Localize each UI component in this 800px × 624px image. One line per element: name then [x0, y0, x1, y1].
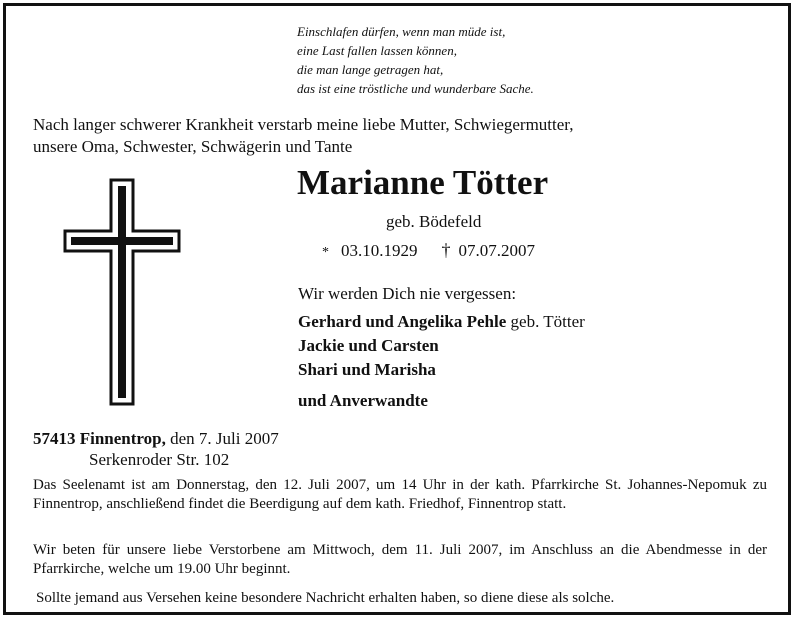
born-symbol: *: [322, 245, 329, 260]
intro-line: Nach langer schwerer Krankheit verstarb meine liebe Mutter, Schwiegermutter,: [33, 115, 574, 134]
family-name-bold: Shari und Marisha: [298, 360, 436, 379]
date: den 7. Juli 2007: [165, 429, 279, 448]
family-name-rest: geb. Tötter: [506, 312, 585, 331]
place-date-line: [33, 428, 279, 449]
intro-line: unsere Oma, Schwester, Schwägerin und Tante: [33, 137, 353, 156]
family-name-bold: und Anverwandte: [298, 391, 428, 410]
family-line: [298, 358, 585, 382]
life-dates: [322, 240, 535, 261]
prayer-paragraph: Wir beten für unsere liebe Verstorbene am Mittwoch, dem 11. Juli 2007, im Anschluss an die Abendmesse in der Pfarrkirche, welche um 19.00 Uhr beginnt.: [33, 542, 767, 577]
funeral-paragraph: Das Seelenamt ist am Donnerstag, den 12. Juli 2007, um 14 Uhr in der kath. Pfarrkirche St. Johannes-Nepomuk zu Finnentrop, anschließend findet die Beerdigung auf dem kath. Friedhof, Finnentrop statt.: [33, 477, 767, 512]
death-date: 07.07.2007: [458, 241, 535, 260]
poem: [297, 22, 534, 98]
poem-line: eine Last fallen lassen können,: [297, 43, 457, 58]
poem-line: das ist eine tröstliche und wunderbare Sache.: [297, 81, 534, 96]
family-list: [298, 310, 585, 413]
poem-line: die man lange getragen hat,: [297, 62, 444, 77]
intro-text: [33, 114, 574, 158]
poem-line: Einschlafen dürfen, wenn man müde ist,: [297, 24, 506, 39]
family-line: [298, 389, 585, 413]
birth-date: 03.10.1929: [341, 241, 418, 260]
family-line: [298, 334, 585, 358]
family-name-bold: Gerhard und Angelika Pehle: [298, 312, 507, 331]
deceased-name: Marianne Tötter: [297, 163, 549, 202]
family-line: [298, 310, 585, 334]
street: Serkenroder Str. 102: [89, 450, 230, 469]
address-block: [33, 428, 279, 470]
notice-paragraph: Sollte jemand aus Versehen keine besondere Nachricht erhalten haben, so diene diese als solche.: [36, 590, 615, 606]
dagger-icon: †: [441, 240, 451, 260]
family-name-bold: Jackie und Carsten: [298, 336, 439, 355]
birth-name: geb. Bödefeld: [386, 212, 482, 231]
remembrance-line: Wir werden Dich nie vergessen:: [298, 284, 517, 303]
place: 57413 Finnentrop,: [33, 429, 166, 448]
cross-icon: [63, 178, 181, 406]
